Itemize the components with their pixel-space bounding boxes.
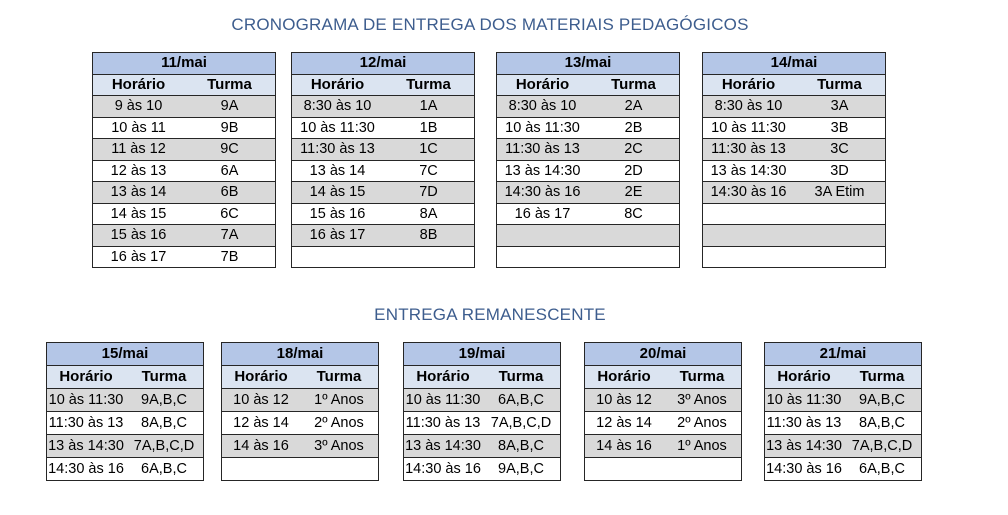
table-row bbox=[93, 225, 276, 247]
class-cell: 6A,B,C bbox=[843, 458, 922, 481]
schedule-table-day-2 bbox=[291, 52, 475, 268]
class-cell: 6A bbox=[184, 160, 276, 182]
time-cell: 10 às 11:30 bbox=[404, 389, 483, 412]
table-row bbox=[292, 160, 475, 182]
class-cell bbox=[588, 225, 680, 247]
time-cell: 8:30 às 10 bbox=[703, 96, 795, 118]
class-cell bbox=[588, 246, 680, 268]
table-row bbox=[765, 389, 922, 412]
table-row bbox=[292, 225, 475, 247]
column-header-time: Horário bbox=[93, 74, 185, 96]
column-header-class: Turma bbox=[383, 74, 475, 96]
table-row bbox=[93, 203, 276, 225]
time-cell bbox=[292, 246, 384, 268]
column-header-class: Turma bbox=[300, 366, 379, 389]
class-cell: 2º Anos bbox=[663, 412, 742, 435]
time-cell: 10 às 11:30 bbox=[497, 117, 589, 139]
time-cell bbox=[222, 458, 301, 481]
time-cell: 13 às 14:30 bbox=[765, 435, 844, 458]
time-cell: 16 às 17 bbox=[93, 246, 185, 268]
table-row bbox=[292, 203, 475, 225]
class-cell: 7A bbox=[184, 225, 276, 247]
time-cell: 14:30 às 16 bbox=[404, 458, 483, 481]
class-cell: 9C bbox=[184, 139, 276, 161]
remaining-delivery-title: ENTREGA REMANESCENTE bbox=[374, 305, 606, 324]
class-cell: 1B bbox=[383, 117, 475, 139]
class-cell: 3A bbox=[794, 96, 886, 118]
time-cell: 13 às 14:30 bbox=[47, 435, 126, 458]
table-row bbox=[497, 225, 680, 247]
table-row bbox=[292, 139, 475, 161]
class-cell: 3º Anos bbox=[663, 389, 742, 412]
column-header-class: Turma bbox=[588, 74, 680, 96]
table-row bbox=[703, 96, 886, 118]
time-cell: 14:30 às 16 bbox=[765, 458, 844, 481]
class-cell bbox=[663, 458, 742, 481]
time-cell: 12 às 13 bbox=[93, 160, 185, 182]
class-cell: 1º Anos bbox=[300, 389, 379, 412]
class-cell bbox=[794, 246, 886, 268]
table-row bbox=[47, 435, 204, 458]
table-row bbox=[497, 246, 680, 268]
table-row bbox=[585, 412, 742, 435]
table-row bbox=[703, 139, 886, 161]
column-header-time: Horário bbox=[703, 74, 795, 96]
time-cell: 9 às 10 bbox=[93, 96, 185, 118]
class-cell: 3C bbox=[794, 139, 886, 161]
table-row bbox=[703, 117, 886, 139]
time-cell: 13 às 14:30 bbox=[404, 435, 483, 458]
class-cell: 8C bbox=[588, 203, 680, 225]
table-row bbox=[497, 182, 680, 204]
time-cell: 13 às 14:30 bbox=[703, 160, 795, 182]
table-row bbox=[703, 160, 886, 182]
table-row bbox=[497, 117, 680, 139]
column-header-class: Turma bbox=[663, 366, 742, 389]
time-cell: 10 às 11:30 bbox=[47, 389, 126, 412]
remaining-table-day-5 bbox=[764, 342, 922, 481]
time-cell: 10 às 11 bbox=[93, 117, 185, 139]
column-header-class: Turma bbox=[794, 74, 886, 96]
class-cell: 9A,B,C bbox=[125, 389, 204, 412]
class-cell: 7C bbox=[383, 160, 475, 182]
date-header: 20/mai bbox=[585, 343, 742, 366]
column-header-time: Horário bbox=[292, 74, 384, 96]
time-cell bbox=[703, 203, 795, 225]
table-row bbox=[497, 203, 680, 225]
date-header: 15/mai bbox=[47, 343, 204, 366]
class-cell: 1º Anos bbox=[663, 435, 742, 458]
time-cell: 10 às 12 bbox=[222, 389, 301, 412]
class-cell: 6A,B,C bbox=[482, 389, 561, 412]
table-row bbox=[93, 182, 276, 204]
time-cell: 10 às 11:30 bbox=[703, 117, 795, 139]
table-row bbox=[292, 96, 475, 118]
time-cell bbox=[497, 246, 589, 268]
table-row bbox=[765, 435, 922, 458]
table-row bbox=[703, 203, 886, 225]
schedule-table-day-1 bbox=[92, 52, 276, 268]
class-cell: 9A,B,C bbox=[482, 458, 561, 481]
time-cell: 14 às 16 bbox=[222, 435, 301, 458]
table-row bbox=[93, 246, 276, 268]
time-cell: 8:30 às 10 bbox=[497, 96, 589, 118]
time-cell bbox=[703, 225, 795, 247]
column-header-time: Horário bbox=[497, 74, 589, 96]
class-cell: 2B bbox=[588, 117, 680, 139]
column-header-time: Horário bbox=[765, 366, 844, 389]
time-cell: 12 às 14 bbox=[222, 412, 301, 435]
class-cell: 8B bbox=[383, 225, 475, 247]
table-row bbox=[404, 435, 561, 458]
column-header-class: Turma bbox=[184, 74, 276, 96]
column-header-class: Turma bbox=[843, 366, 922, 389]
time-cell: 11:30 às 13 bbox=[765, 412, 844, 435]
table-row bbox=[47, 458, 204, 481]
class-cell: 1A bbox=[383, 96, 475, 118]
table-row bbox=[703, 225, 886, 247]
table-row bbox=[703, 182, 886, 204]
remaining-table-day-4 bbox=[584, 342, 742, 481]
time-cell: 8:30 às 10 bbox=[292, 96, 384, 118]
time-cell: 16 às 17 bbox=[292, 225, 384, 247]
time-cell: 16 às 17 bbox=[497, 203, 589, 225]
class-cell: 2E bbox=[588, 182, 680, 204]
column-header-time: Horário bbox=[222, 366, 301, 389]
class-cell: 9B bbox=[184, 117, 276, 139]
class-cell: 3A Etim bbox=[794, 182, 886, 204]
table-row bbox=[292, 246, 475, 268]
table-row bbox=[47, 412, 204, 435]
time-cell: 11:30 às 13 bbox=[292, 139, 384, 161]
table-row bbox=[93, 160, 276, 182]
table-row bbox=[93, 117, 276, 139]
time-cell: 14 às 16 bbox=[585, 435, 664, 458]
class-cell: 8A,B,C bbox=[125, 412, 204, 435]
table-row bbox=[765, 412, 922, 435]
time-cell bbox=[703, 246, 795, 268]
table-row bbox=[404, 458, 561, 481]
column-header-time: Horário bbox=[47, 366, 126, 389]
class-cell: 3º Anos bbox=[300, 435, 379, 458]
class-cell bbox=[383, 246, 475, 268]
class-cell: 7B bbox=[184, 246, 276, 268]
time-cell: 12 às 14 bbox=[585, 412, 664, 435]
table-row bbox=[222, 389, 379, 412]
table-row bbox=[222, 412, 379, 435]
class-cell: 3B bbox=[794, 117, 886, 139]
column-header-class: Turma bbox=[125, 366, 204, 389]
class-cell: 7A,B,C,D bbox=[843, 435, 922, 458]
schedule-table-day-4 bbox=[702, 52, 886, 268]
remaining-table-day-3 bbox=[403, 342, 561, 481]
class-cell: 1C bbox=[383, 139, 475, 161]
table-row bbox=[497, 96, 680, 118]
date-header: 12/mai bbox=[292, 53, 475, 75]
time-cell bbox=[585, 458, 664, 481]
table-row bbox=[93, 139, 276, 161]
class-cell: 9A,B,C bbox=[843, 389, 922, 412]
date-header: 14/mai bbox=[703, 53, 886, 75]
time-cell: 10 às 11:30 bbox=[292, 117, 384, 139]
time-cell: 14:30 às 16 bbox=[703, 182, 795, 204]
table-row bbox=[47, 389, 204, 412]
table-row bbox=[585, 389, 742, 412]
class-cell: 6A,B,C bbox=[125, 458, 204, 481]
schedule-table-day-3 bbox=[496, 52, 680, 268]
table-row bbox=[222, 458, 379, 481]
time-cell: 14 às 15 bbox=[93, 203, 185, 225]
table-row bbox=[765, 458, 922, 481]
time-cell: 15 às 16 bbox=[292, 203, 384, 225]
time-cell bbox=[497, 225, 589, 247]
time-cell: 11:30 às 13 bbox=[47, 412, 126, 435]
table-row bbox=[497, 160, 680, 182]
class-cell: 8A,B,C bbox=[843, 412, 922, 435]
class-cell: 6B bbox=[184, 182, 276, 204]
table-row bbox=[93, 96, 276, 118]
time-cell: 10 às 12 bbox=[585, 389, 664, 412]
date-header: 13/mai bbox=[497, 53, 680, 75]
class-cell: 9A bbox=[184, 96, 276, 118]
column-header-class: Turma bbox=[482, 366, 561, 389]
schedule-title: CRONOGRAMA DE ENTREGA DOS MATERIAIS PEDAGÓGICOS bbox=[231, 15, 749, 34]
table-row bbox=[292, 117, 475, 139]
time-cell: 13 às 14 bbox=[292, 160, 384, 182]
table-row bbox=[404, 389, 561, 412]
date-header: 11/mai bbox=[93, 53, 276, 75]
date-header: 19/mai bbox=[404, 343, 561, 366]
class-cell: 2º Anos bbox=[300, 412, 379, 435]
table-row bbox=[585, 435, 742, 458]
class-cell: 7A,B,C,D bbox=[482, 412, 561, 435]
class-cell bbox=[794, 203, 886, 225]
time-cell: 14:30 às 16 bbox=[47, 458, 126, 481]
time-cell: 14:30 às 16 bbox=[497, 182, 589, 204]
table-row bbox=[404, 412, 561, 435]
time-cell: 15 às 16 bbox=[93, 225, 185, 247]
class-cell: 2D bbox=[588, 160, 680, 182]
table-row bbox=[585, 458, 742, 481]
time-cell: 13 às 14:30 bbox=[497, 160, 589, 182]
table-row bbox=[222, 435, 379, 458]
class-cell: 7D bbox=[383, 182, 475, 204]
time-cell: 14 às 15 bbox=[292, 182, 384, 204]
class-cell bbox=[794, 225, 886, 247]
remaining-table-day-2 bbox=[221, 342, 379, 481]
class-cell: 8A,B,C bbox=[482, 435, 561, 458]
time-cell: 13 às 14 bbox=[93, 182, 185, 204]
remaining-table-day-1 bbox=[46, 342, 204, 481]
class-cell: 7A,B,C,D bbox=[125, 435, 204, 458]
date-header: 21/mai bbox=[765, 343, 922, 366]
class-cell: 6C bbox=[184, 203, 276, 225]
time-cell: 11 às 12 bbox=[93, 139, 185, 161]
time-cell: 11:30 às 13 bbox=[497, 139, 589, 161]
date-header: 18/mai bbox=[222, 343, 379, 366]
table-row bbox=[703, 246, 886, 268]
time-cell: 11:30 às 13 bbox=[404, 412, 483, 435]
time-cell: 10 às 11:30 bbox=[765, 389, 844, 412]
column-header-time: Horário bbox=[585, 366, 664, 389]
class-cell: 8A bbox=[383, 203, 475, 225]
table-row bbox=[292, 182, 475, 204]
class-cell: 3D bbox=[794, 160, 886, 182]
time-cell: 11:30 às 13 bbox=[703, 139, 795, 161]
class-cell bbox=[300, 458, 379, 481]
column-header-time: Horário bbox=[404, 366, 483, 389]
table-row bbox=[497, 139, 680, 161]
class-cell: 2A bbox=[588, 96, 680, 118]
class-cell: 2C bbox=[588, 139, 680, 161]
